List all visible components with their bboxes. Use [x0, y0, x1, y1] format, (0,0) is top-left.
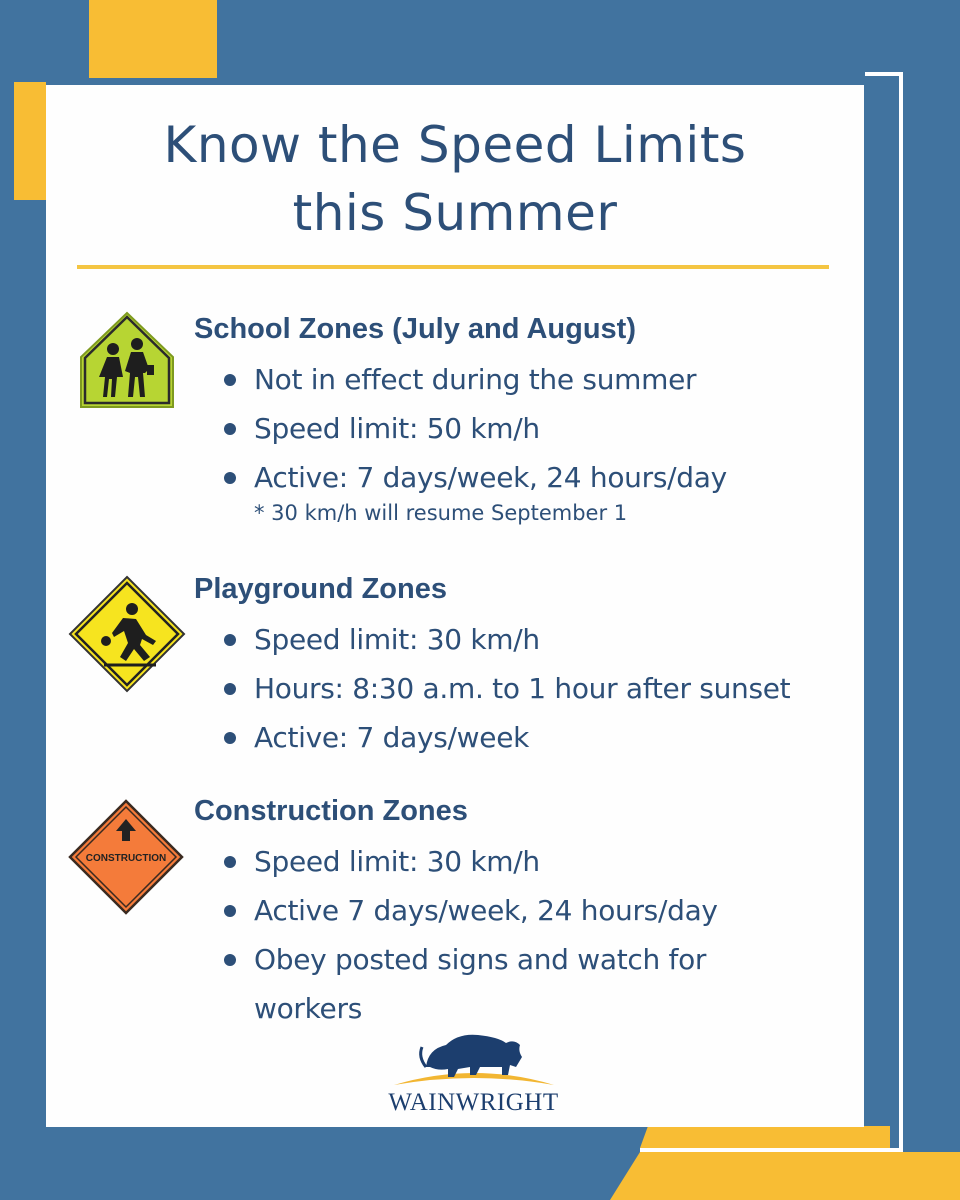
bullet-icon: [224, 954, 236, 966]
list-item: Active: 7 days/week: [194, 713, 790, 762]
yellow-corner-bottom: [610, 1152, 960, 1200]
wainwright-logo: [386, 1027, 561, 1119]
bullet-icon: [224, 423, 236, 435]
bullet-icon: [224, 683, 236, 695]
white-frame-bottom: [640, 1148, 903, 1152]
white-frame-top: [865, 72, 903, 76]
construction-sign-label: CONSTRUCTION: [85, 853, 167, 864]
section-title: Playground Zones: [194, 573, 447, 605]
bullet-icon: [224, 856, 236, 868]
list-item: Active: 7 days/week, 24 hours/day: [194, 453, 727, 502]
bullet-list: [194, 355, 727, 502]
title-line-1: Know the Speed Limits: [163, 116, 747, 174]
bullet-icon: [224, 905, 236, 917]
list-item: Active 7 days/week, 24 hours/day: [194, 886, 718, 935]
section-title: Construction Zones: [194, 795, 468, 827]
bullet-icon: [224, 374, 236, 386]
title-divider: [77, 265, 829, 269]
bullet-icon: [224, 732, 236, 744]
section-school-zones: [194, 309, 727, 528]
school-crossing-sign-icon: [79, 311, 175, 409]
bullet-list: [194, 837, 718, 1033]
white-frame-right: [865, 72, 903, 1152]
list-item: Speed limit: 30 km/h: [194, 837, 718, 886]
list-item: Speed limit: 30 km/h: [194, 615, 790, 664]
list-item: Hours: 8:30 a.m. to 1 hour after sunset: [194, 664, 790, 713]
bullet-icon: [224, 472, 236, 484]
info-card: [46, 85, 864, 1127]
section-playground-zones: [194, 569, 790, 762]
list-item: Not in effect during the summer: [194, 355, 727, 404]
list-item: Obey posted signs and watch for: [194, 935, 718, 984]
bison-logo-icon: [386, 1027, 561, 1089]
playground-sign-icon: [68, 575, 186, 693]
construction-sign-icon: [68, 799, 184, 915]
logo-text: WAINWRIGHT: [388, 1089, 559, 1116]
bullet-icon: [224, 634, 236, 646]
bullet-list: [194, 615, 790, 762]
yellow-corner-top: [89, 0, 217, 78]
list-item: Speed limit: 50 km/h: [194, 404, 727, 453]
page-title: [46, 111, 864, 247]
yellow-stripe-bottom: [640, 1126, 890, 1148]
footnote: * 30 km/h will resume September 1: [254, 501, 628, 525]
section-construction-zones: [194, 791, 718, 1033]
list-item: workers: [254, 992, 362, 1025]
section-title: School Zones (July and August): [194, 313, 636, 345]
title-line-2: this Summer: [292, 184, 618, 242]
yellow-corner-left: [14, 82, 46, 200]
